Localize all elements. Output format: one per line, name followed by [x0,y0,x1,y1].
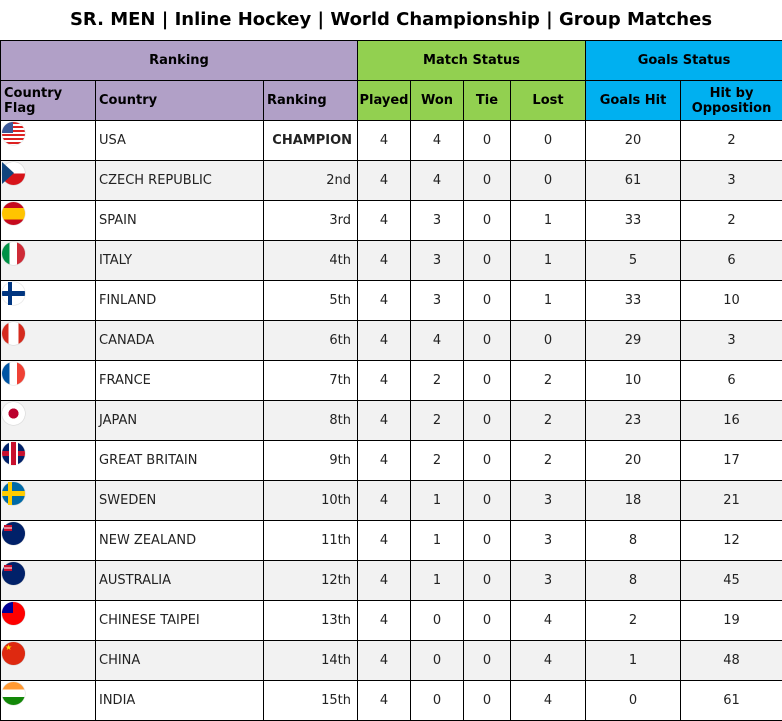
won-cell: 4 [411,321,464,361]
won-cell: 4 [411,161,464,201]
twn-flag-icon [2,602,25,625]
tie-cell: 0 [464,361,511,401]
tie-cell: 0 [464,281,511,321]
gh-cell: 20 [586,441,681,481]
won-cell: 0 [411,681,464,721]
lost-cell: 4 [511,601,586,641]
gh-cell: 33 [586,201,681,241]
ho-cell: 6 [681,241,782,281]
table-row [1,561,782,601]
won-cell: 3 [411,281,464,321]
tie-cell: 0 [464,561,511,601]
flag-cell [1,121,96,161]
flag-cell [1,161,96,201]
won-cell: 1 [411,521,464,561]
header-lost: Lost [511,81,586,121]
table-row [1,601,782,641]
fin-flag-icon [2,282,25,305]
country-cell: ITALY [96,241,264,281]
country-cell: CHINESE TAIPEI [96,601,264,641]
won-cell: 2 [411,441,464,481]
rank-cell: 10th [264,481,358,521]
table-row [1,241,782,281]
lost-cell: 3 [511,481,586,521]
flag-cell [1,481,96,521]
won-cell: 1 [411,561,464,601]
flag-cell [1,601,96,641]
header-goals-hit: Goals Hit [586,81,681,121]
rank-cell: 13th [264,601,358,641]
rank-cell: 3rd [264,201,358,241]
country-cell: CZECH REPUBLIC [96,161,264,201]
group-header-ranking: Ranking [1,41,358,81]
ita-flag-icon [2,242,25,265]
tie-cell: 0 [464,681,511,721]
flag-cell [1,681,96,721]
lost-cell: 2 [511,361,586,401]
flag-cell [1,561,96,601]
ho-cell: 2 [681,201,782,241]
lost-cell: 1 [511,201,586,241]
standings-table [0,40,782,721]
ho-cell: 3 [681,321,782,361]
gh-cell: 10 [586,361,681,401]
ho-cell: 6 [681,361,782,401]
gh-cell: 5 [586,241,681,281]
ho-cell: 10 [681,281,782,321]
flag-cell [1,201,96,241]
lost-cell: 1 [511,241,586,281]
usa-flag-icon [2,122,25,145]
lost-cell: 0 [511,321,586,361]
header-won: Won [411,81,464,121]
header-ranking: Ranking [264,81,358,121]
country-cell: CANADA [96,321,264,361]
flag-cell [1,241,96,281]
rank-cell: 4th [264,241,358,281]
tie-cell: 0 [464,161,511,201]
won-cell: 2 [411,361,464,401]
played-cell: 4 [358,681,411,721]
tie-cell: 0 [464,401,511,441]
rank-cell: 11th [264,521,358,561]
tie-cell: 0 [464,521,511,561]
won-cell: 0 [411,641,464,681]
won-cell: 1 [411,481,464,521]
rank-cell: 8th [264,401,358,441]
lost-cell: 4 [511,681,586,721]
header-country: Country [96,81,264,121]
ho-cell: 48 [681,641,782,681]
ho-cell: 45 [681,561,782,601]
played-cell: 4 [358,641,411,681]
gh-cell: 33 [586,281,681,321]
won-cell: 4 [411,121,464,161]
rank-cell: 15th [264,681,358,721]
flag-cell [1,441,96,481]
header-hit-by-opposition: Hit by Opposition [681,81,782,121]
lost-cell: 2 [511,401,586,441]
country-cell: SPAIN [96,201,264,241]
tie-cell: 0 [464,641,511,681]
rank-cell: 12th [264,561,358,601]
esp-flag-icon [2,202,25,225]
country-cell: AUSTRALIA [96,561,264,601]
flag-cell [1,361,96,401]
tie-cell: 0 [464,601,511,641]
played-cell: 4 [358,241,411,281]
table-row [1,161,782,201]
country-cell: USA [96,121,264,161]
table-row [1,321,782,361]
ho-cell: 61 [681,681,782,721]
gh-cell: 29 [586,321,681,361]
lost-cell: 0 [511,161,586,201]
table-row [1,481,782,521]
rank-cell: 7th [264,361,358,401]
ho-cell: 19 [681,601,782,641]
played-cell: 4 [358,441,411,481]
table-row [1,121,782,161]
table-row [1,521,782,561]
tie-cell: 0 [464,321,511,361]
tie-cell: 0 [464,121,511,161]
gh-cell: 1 [586,641,681,681]
rank-cell: 5th [264,281,358,321]
ho-cell: 2 [681,121,782,161]
country-cell: SWEDEN [96,481,264,521]
tie-cell: 0 [464,441,511,481]
ho-cell: 12 [681,521,782,561]
gh-cell: 18 [586,481,681,521]
lost-cell: 1 [511,281,586,321]
gbr-flag-icon [2,442,25,465]
played-cell: 4 [358,481,411,521]
flag-cell [1,401,96,441]
rank-cell: 2nd [264,161,358,201]
lost-cell: 3 [511,521,586,561]
gh-cell: 61 [586,161,681,201]
won-cell: 2 [411,401,464,441]
lost-cell: 4 [511,641,586,681]
rank-cell: 6th [264,321,358,361]
flag-cell [1,281,96,321]
played-cell: 4 [358,521,411,561]
played-cell: 4 [358,281,411,321]
played-cell: 4 [358,201,411,241]
header-country-flag: Country Flag [1,81,96,121]
ho-cell: 16 [681,401,782,441]
rank-cell: 9th [264,441,358,481]
rank-cell: 14th [264,641,358,681]
header-tie: Tie [464,81,511,121]
nzl-flag-icon [2,522,25,545]
flag-cell [1,321,96,361]
won-cell: 3 [411,241,464,281]
country-cell: NEW ZEALAND [96,521,264,561]
ho-cell: 3 [681,161,782,201]
played-cell: 4 [358,601,411,641]
country-cell: INDIA [96,681,264,721]
page-title: SR. MEN | Inline Hockey | World Championship | Group Matches [69,9,713,30]
tie-cell: 0 [464,481,511,521]
cze-flag-icon [2,162,25,185]
table-row [1,441,782,481]
swe-flag-icon [2,482,25,505]
played-cell: 4 [358,121,411,161]
header-played: Played [358,81,411,121]
chn-flag-icon [2,642,25,665]
lost-cell: 2 [511,441,586,481]
gh-cell: 20 [586,121,681,161]
flag-cell [1,641,96,681]
gh-cell: 8 [586,521,681,561]
table-row [1,361,782,401]
ho-cell: 21 [681,481,782,521]
played-cell: 4 [358,401,411,441]
gh-cell: 23 [586,401,681,441]
played-cell: 4 [358,161,411,201]
played-cell: 4 [358,361,411,401]
ho-cell: 17 [681,441,782,481]
country-cell: GREAT BRITAIN [96,441,264,481]
jpn-flag-icon [2,402,25,425]
aus-flag-icon [2,562,25,585]
tie-cell: 0 [464,241,511,281]
lost-cell: 0 [511,121,586,161]
gh-cell: 2 [586,601,681,641]
fra-flag-icon [2,362,25,385]
country-cell: FINLAND [96,281,264,321]
table-row [1,201,782,241]
table-row [1,681,782,721]
country-cell: JAPAN [96,401,264,441]
can-flag-icon [2,322,25,345]
group-header-goals-status: Goals Status [586,41,782,81]
country-cell: FRANCE [96,361,264,401]
won-cell: 3 [411,201,464,241]
played-cell: 4 [358,321,411,361]
flag-cell [1,521,96,561]
table-row [1,281,782,321]
played-cell: 4 [358,561,411,601]
won-cell: 0 [411,601,464,641]
tie-cell: 0 [464,201,511,241]
ind-flag-icon [2,682,25,705]
rank-cell: CHAMPION [264,121,358,161]
lost-cell: 3 [511,561,586,601]
country-cell: CHINA [96,641,264,681]
gh-cell: 0 [586,681,681,721]
table-row [1,641,782,681]
table-row [1,401,782,441]
group-header-match-status: Match Status [358,41,586,81]
gh-cell: 8 [586,561,681,601]
